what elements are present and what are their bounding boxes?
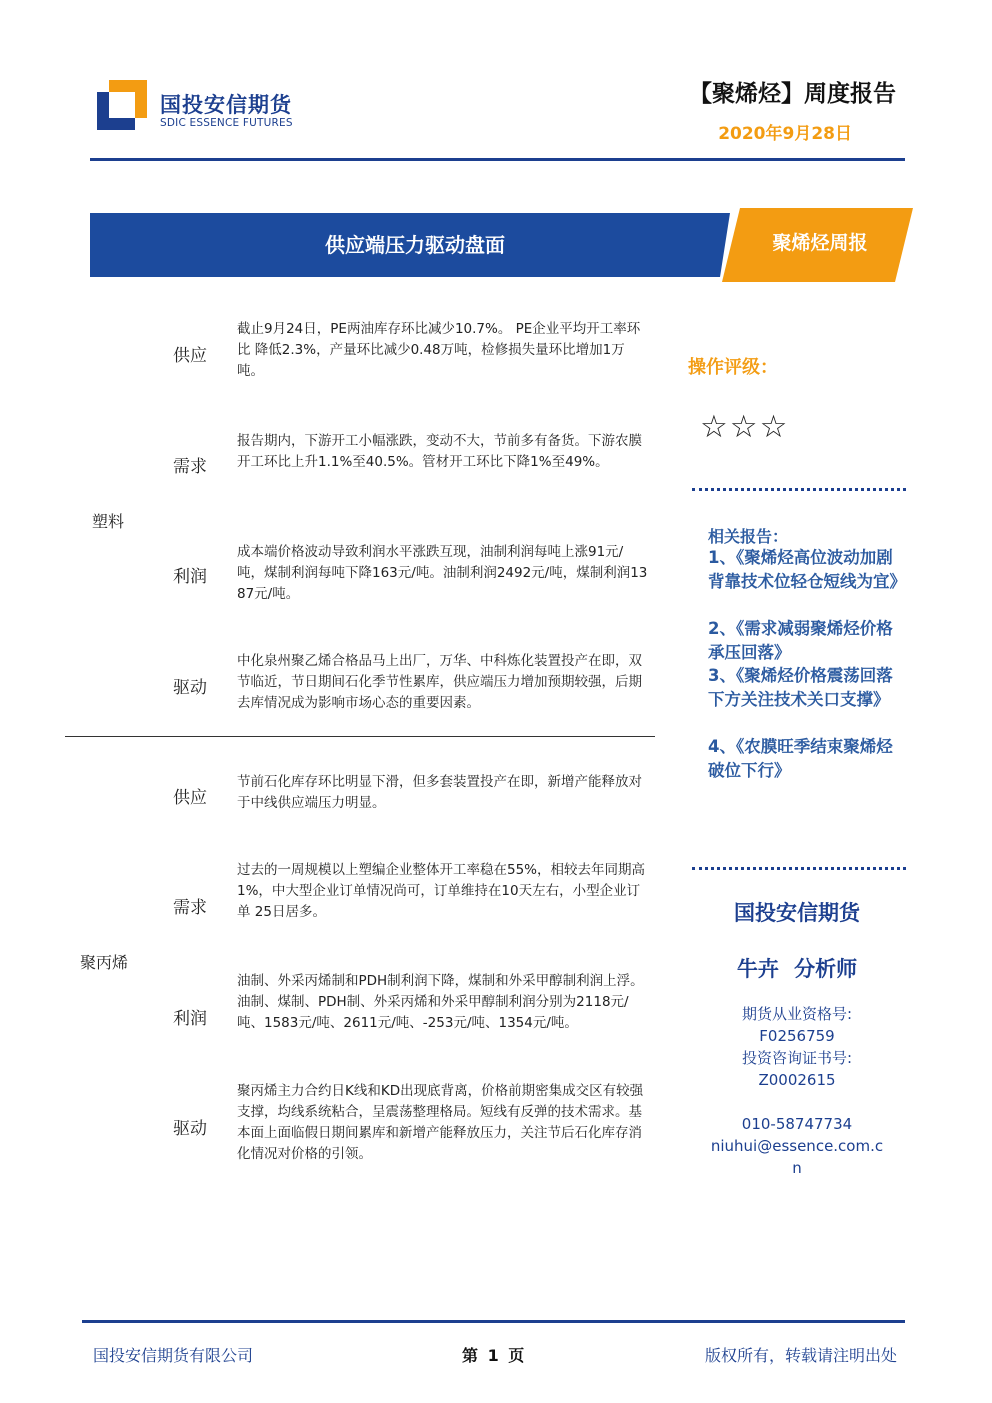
related-report-link[interactable]: 4、《农膜旺季结束聚烯烃破位下行》 <box>708 737 893 780</box>
related-report-link[interactable]: 1、《聚烯烃高位波动加剧 背靠技术位轻仓短线为宜》 <box>708 548 906 591</box>
banner-title: 供应端压力驱动盘面 <box>325 233 505 257</box>
row-label-profit: 利润 <box>173 567 207 587</box>
row-text-supply: 节前石化库存环比明显下滑，但多套装置投产在即，新增产能释放对于中线供应端压力明显。 <box>237 774 642 811</box>
certificate-label: 投资咨询证书号: <box>741 1049 853 1067</box>
row-text-supply: 截止9月24日，PE两油库存环比减少10.7%。 PE企业平均开工率环比 降低2.3%，产量环比减少0.48万吨，检修损失量环比增加1万吨。 <box>237 321 641 379</box>
report-date: 2020年9月28日 <box>718 124 852 144</box>
section-divider <box>65 736 655 737</box>
report-type-title: 【聚烯烃】周度报告 <box>689 81 896 107</box>
analyst-name: 牛卉 分析师 <box>736 957 858 981</box>
certificate-number: Z0002615 <box>758 1071 836 1089</box>
license-label: 期货从业资格号: <box>741 1005 853 1023</box>
email-link[interactable]: niuhui@essence.com.c <box>710 1137 884 1155</box>
group-label-polypropylene: 聚丙烯 <box>80 953 129 972</box>
rating-label: 操作评级： <box>688 357 778 378</box>
row-text-profit: 油制、外采丙烯制和PDH制利润下降，煤制和外采甲醇制利润上浮。油制、煤制、PDH制、外采丙烯和外采甲醇制利润分别为2118元/吨、1583元/吨、2611元/吨、-253元/吨、1354元/吨。 <box>237 973 644 1031</box>
sidebar-company-name: 国投安信期货 <box>734 901 860 925</box>
row-label-profit: 利润 <box>173 1009 207 1029</box>
row-label-driver: 驱动 <box>173 1119 207 1139</box>
related-report-link[interactable]: 2、《需求减弱聚烯烃价格承压回落》 <box>708 619 893 662</box>
footer-divider <box>82 1320 905 1323</box>
row-label-supply: 供应 <box>173 788 207 808</box>
row-label-demand: 需求 <box>173 898 207 918</box>
row-text-demand: 报告期内，下游开工小幅涨跌，变动不大，节前多有备货。下游农膜开工环比上升1.1%至40.5%。管材开工环比下降1%至49%。 <box>237 433 642 470</box>
row-text-profit: 成本端价格波动导致利润水平涨跌互现，油制利润每吨上涨91元/吨，煤制利润每吨下降163元/吨。油制利润2492元/吨，煤制利润1387元/吨。 <box>237 544 648 602</box>
company-logo-icon <box>97 80 147 130</box>
banner-tag: 聚烯烃周报 <box>772 232 868 254</box>
group-label-plastic: 塑料 <box>92 512 125 531</box>
license-number: F0256759 <box>759 1027 835 1045</box>
logo-company-name: 国投安信期货 <box>160 93 292 117</box>
row-label-demand: 需求 <box>173 457 207 477</box>
row-label-supply: 供应 <box>173 346 207 366</box>
rating-stars-icon: ☆☆☆ <box>700 409 790 445</box>
copyright-notice: 版权所有，转载请注明出处 <box>704 1346 897 1365</box>
logo-company-name-en: SDIC ESSENCE FUTURES <box>160 117 293 129</box>
row-label-driver: 驱动 <box>173 678 207 698</box>
footer-company: 国投安信期货有限公司 <box>93 1346 254 1365</box>
related-reports-title: 相关报告： <box>708 527 789 546</box>
row-text-driver: 聚丙烯主力合约日K线和KD出现底背离，价格前期密集成交区有较强支撑，均线系统粘合，呈震荡整理格局。短线有反弹的技术需求。基本面上面临假日期间累库和新增产能释放压力，关注节后石化库存消化情况对价格的引领。 <box>237 1083 644 1162</box>
page-number: 第 1 页 <box>462 1346 525 1365</box>
row-text-demand: 过去的一周规模以上塑编企业整体开工率稳在55%，相较去年同期高 1%，中大型企业订单情况尚可，订单维持在10天左右，小型企业订单 25日居多。 <box>237 862 646 920</box>
related-report-link[interactable]: 3、《聚烯烃价格震荡回落 下方关注技术关口支撑》 <box>708 666 893 709</box>
email-link-continued[interactable]: n <box>792 1159 802 1177</box>
sidebar-divider <box>692 488 906 491</box>
header-divider <box>90 158 905 161</box>
phone-number: 010-58747734 <box>741 1115 853 1133</box>
sidebar-divider <box>692 867 906 870</box>
row-text-driver: 中化泉州聚乙烯合格品马上出厂，万华、中科炼化装置投产在即，双节临近，节日期间石化季节性累库，供应端压力增加预期较强，后期去库情况成为影响市场心态的重要因素。 <box>237 653 642 711</box>
